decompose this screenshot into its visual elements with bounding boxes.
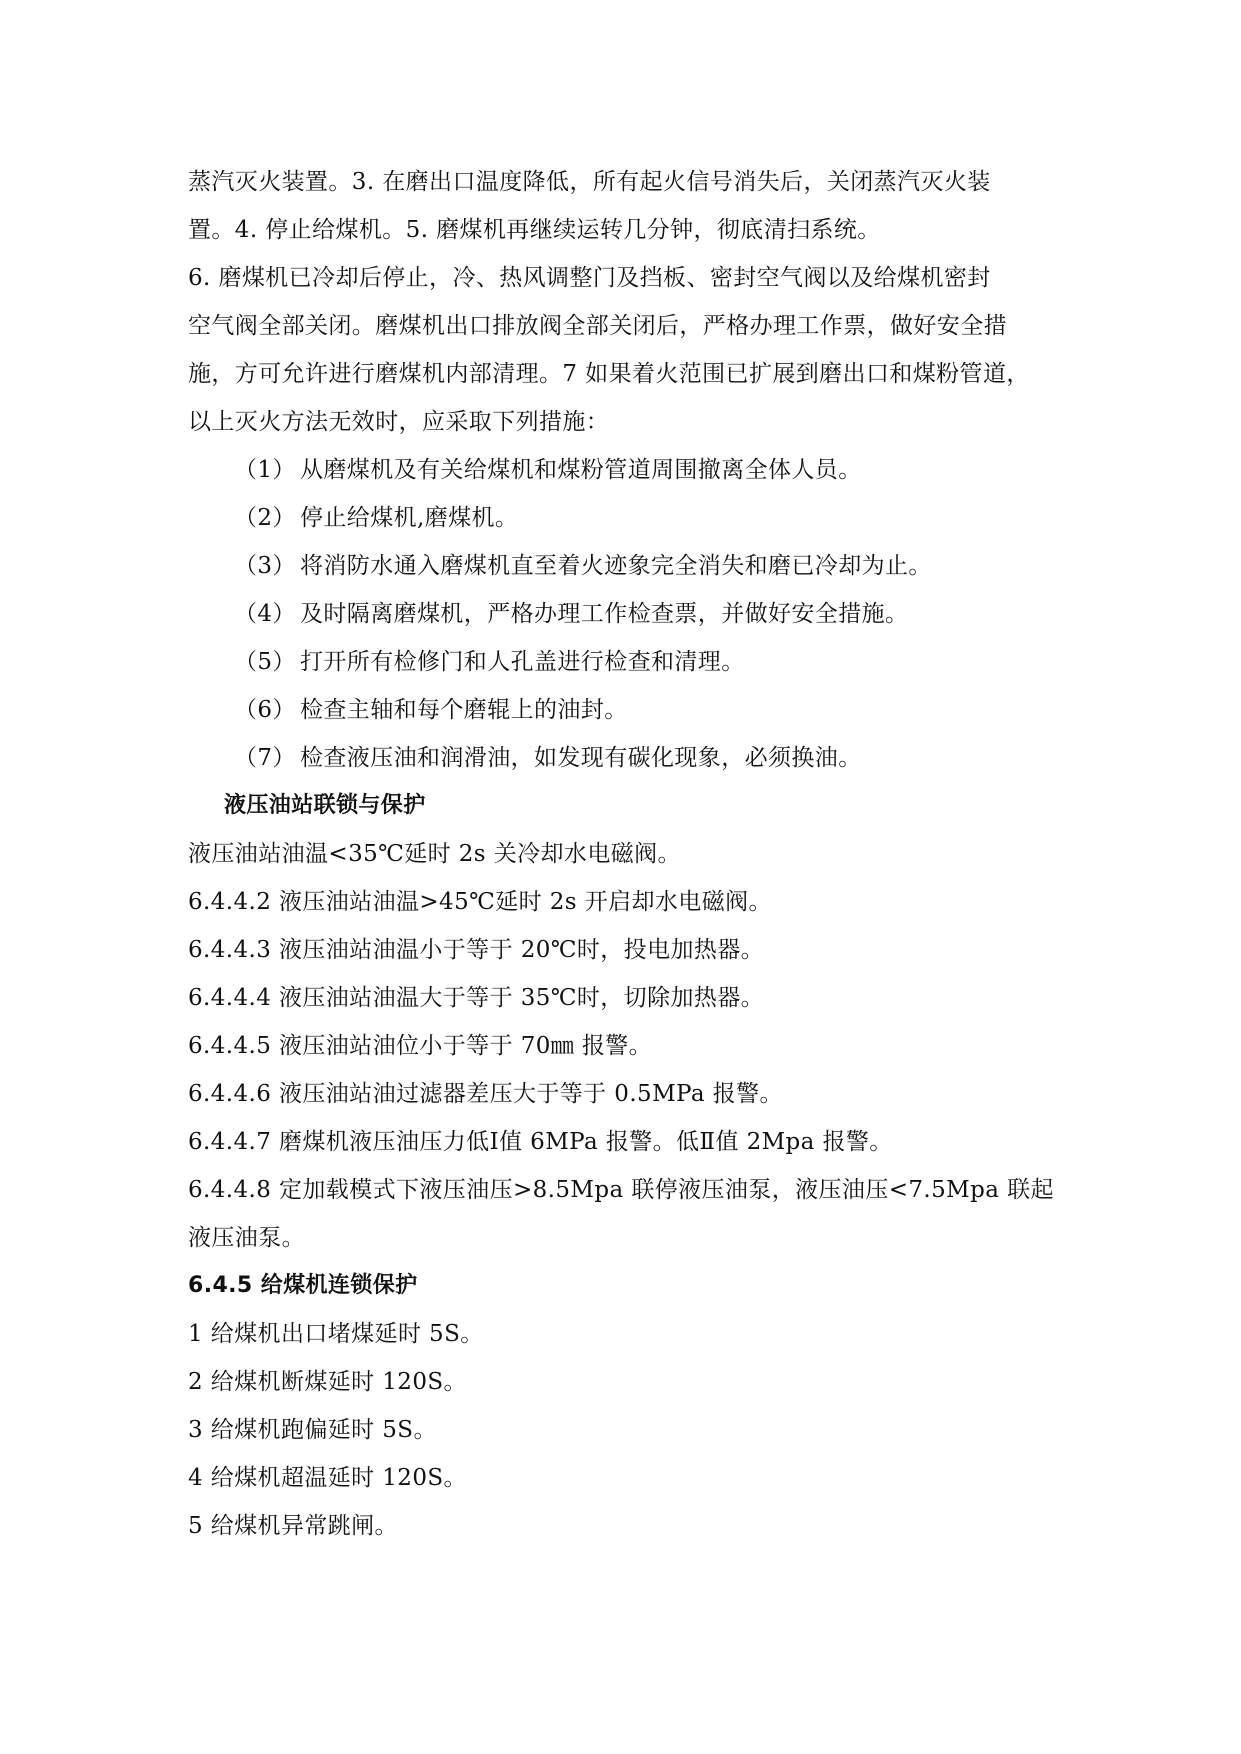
list-item-number: （1） — [234, 457, 296, 483]
hydraulic-line: 6.4.4.7 磨煤机液压油压力低Ⅰ值 6MPa 报警。低Ⅱ值 2Mpa 报警。 — [188, 1129, 893, 1155]
intro-line: 以上灭火方法无效时，应采取下列措施： — [188, 409, 610, 435]
list-item-number: （5） — [234, 649, 296, 675]
hydraulic-line: 液压油泵。 — [188, 1225, 305, 1251]
list-item — [188, 446, 1068, 494]
document-content — [188, 158, 1068, 1550]
hydraulic-line: 6.4.4.3 液压油站油温小于等于 20℃时，投电加热器。 — [188, 937, 765, 963]
feeder-line: 1 给煤机出口堵煤延时 5S。 — [188, 1321, 484, 1347]
intro-line: 置。4. 停止给煤机。5. 磨煤机再继续运转几分钟，彻底清扫系统。 — [188, 217, 881, 243]
hydraulic-section — [188, 782, 1068, 1262]
list-item-number: （4） — [234, 601, 296, 627]
intro-line: 6. 磨煤机已冷却后停止，冷、热风调整门及挡板、密封空气阀以及给煤机密封 — [188, 265, 991, 291]
intro-line: 施，方可允许进行磨煤机内部清理。7 如果着火范围已扩展到磨出口和煤粉管道， — [188, 361, 1030, 387]
feeder-section — [188, 1262, 1068, 1550]
list-item-text: 检查液压油和润滑油，如发现有碳化现象，必须换油。 — [300, 745, 862, 771]
hydraulic-line: 6.4.4.5 液压油站油位小于等于 70㎜ 报警。 — [188, 1033, 653, 1059]
list-item-number: （6） — [234, 697, 296, 723]
list-item-text: 检查主轴和每个磨辊上的油封。 — [300, 697, 628, 723]
hydraulic-line: 6.4.4.6 液压油站油过滤器差压大于等于 0.5MPa 报警。 — [188, 1081, 783, 1107]
list-item — [188, 494, 1068, 542]
list-item — [188, 542, 1068, 590]
intro-line: 蒸汽灭火装置。3. 在磨出口温度降低，所有起火信号消失后，关闭蒸汽灭火装 — [188, 169, 991, 195]
list-item-number: （3） — [234, 553, 296, 579]
measures-list — [188, 446, 1068, 782]
list-item-text: 及时隔离磨煤机，严格办理工作检查票，并做好安全措施。 — [300, 601, 909, 627]
list-item-number: （2） — [234, 505, 296, 531]
feeder-line: 4 给煤机超温延时 120S。 — [188, 1465, 467, 1491]
section-heading: 液压油站联锁与保护 — [224, 793, 426, 818]
list-item-text: 将消防水通入磨煤机直至着火迹象完全消失和磨已冷却为止。 — [300, 553, 932, 579]
list-item-text: 从磨煤机及有关给煤机和煤粉管道周围撤离全体人员。 — [300, 457, 862, 483]
intro-line: 空气阀全部关闭。磨煤机出口排放阀全部关闭后，严格办理工作票，做好安全措 — [188, 313, 1007, 339]
feeder-line: 2 给煤机断煤延时 120S。 — [188, 1369, 467, 1395]
list-item — [188, 734, 1068, 782]
hydraulic-line: 6.4.4.8 定加载模式下液压油压>8.5Mpa 联停液压油泵，液压油压<7.5Mpa 联起 — [188, 1177, 1054, 1203]
list-item — [188, 638, 1068, 686]
feeder-line: 5 给煤机异常跳闸。 — [188, 1513, 398, 1539]
section-heading: 6.4.5 给煤机连锁保护 — [188, 1273, 418, 1298]
list-item — [188, 590, 1068, 638]
feeder-line: 3 给煤机跑偏延时 5S。 — [188, 1417, 437, 1443]
list-item-text: 停止给煤机,磨煤机。 — [300, 505, 519, 531]
list-item — [188, 686, 1068, 734]
list-item-text: 打开所有检修门和人孔盖进行检查和清理。 — [300, 649, 745, 675]
hydraulic-line: 液压油站油温<35℃延时 2s 关冷却水电磁阀。 — [188, 841, 681, 867]
list-item-number: （7） — [234, 745, 296, 771]
intro-section — [188, 158, 1068, 446]
hydraulic-line: 6.4.4.2 液压油站油温>45℃延时 2s 开启却水电磁阀。 — [188, 889, 772, 915]
hydraulic-line: 6.4.4.4 液压油站油温大于等于 35℃时，切除加热器。 — [188, 985, 765, 1011]
